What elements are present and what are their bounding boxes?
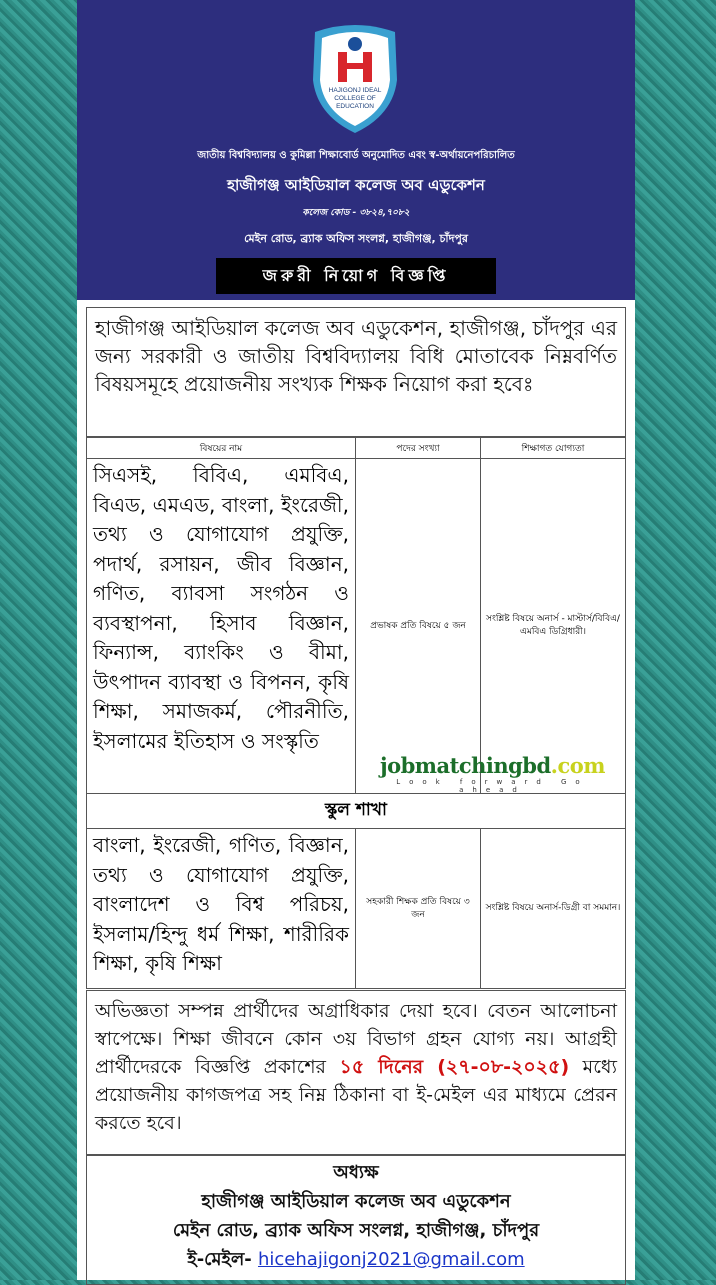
posts-cell: সহকারী শিক্ষক প্রতি বিষয়ে ৩ জন (356, 829, 481, 989)
subjects-cell: বাংলা, ইংরেজী, গণিত, বিজ্ঞান, তথ্য ও যোগাযোগ প্রযুক্তি, বাংলাদেশ ও বিশ্ব পরিচয়, ইসলাম/হিন্দু ধর্ম শিক্ষা, শারীরিক শিক্ষা, কৃষি শিক্ষা (87, 829, 356, 989)
watermark-main: jobmatchingbd (380, 753, 551, 778)
qualification-cell: সংশ্লিষ্ট বিষয়ে অনার্স-ডিগ্রী বা সমমান। (481, 829, 626, 989)
svg-text:EDUCATION: EDUCATION (336, 103, 374, 110)
email-label: ই-মেইল- (187, 1249, 258, 1270)
vacancy-table (86, 437, 626, 989)
school-section-header: স্কুল শাখা (87, 794, 626, 829)
footer-college: হাজীগঞ্জ আইডিয়াল কলেজ অব এডুকেশন (201, 1191, 511, 1212)
col-qualification: শিক্ষাগত যোগ্যতা (481, 438, 626, 459)
instructions (86, 990, 626, 1155)
col-posts: পদের সংখ্যা (356, 438, 481, 459)
svg-text:HAJIGONJ IDEAL: HAJIGONJ IDEAL (328, 87, 382, 94)
college-code: কলেজ কোড - ৩৮২৪,৭০৮২ (302, 208, 410, 218)
watermark-tagline: Look forward Go ahead (396, 778, 589, 794)
affiliation: জাতীয় বিশ্ববিদ্যালয় ও কুমিল্লা শিক্ষাবোর্ড অনুমোদিত এবং স্ব-অর্থায়নেপরিচালিত (197, 150, 515, 161)
col-subject: বিষয়ের নাম (87, 438, 356, 459)
header (77, 0, 635, 300)
instructions-part2: মধ্যে প্রয়োজনীয় কাগজপত্র সহ নিম্ন ঠিকানা বা ই-মেইল এর মাধ্যমে প্রেরন করতে হবে। (95, 1056, 617, 1134)
subjects-cell: সিএসই, বিবিএ, এমবিএ, বিএড, এমএড, বাংলা, ইংরেজী, তথ্য ও যোগাযোগ প্রযুক্তি, পদার্থ, রসায়ন, জীব বিজ্ঞান, গণিত, ব্যাবসা সংগঠন ও ব্যবস্থাপনা, হিসাব বিজ্ঞান, ফিন্যান্স, ব্যাংকিং ও বীমা, উৎপাদন ব্যাবস্থা ও বিপনন, কৃষি শিক্ষা, সমাজকর্ম, পৌরনীতি, ইসলামের ইতিহাস ও সংস্কৃতি (87, 459, 356, 794)
signatory-title: অধ্যক্ষ (333, 1162, 379, 1183)
watermark-tld: .com (550, 753, 605, 778)
deadline: ১৫ দিনের (২৭-০৮-২০২৫) (339, 1056, 570, 1078)
footer-address: মেইন রোড, ব্র্যাক অফিস সংলগ্ন, হাজীগঞ্জ, চাঁদপুর (172, 1220, 540, 1241)
notice-title: জরুরী নিয়োগ বিজ্ঞপ্তি (216, 258, 496, 294)
college-address: মেইন রোড, ব্র্যাক অফিস সংলগ্ন, হাজীগঞ্জ, চাঁদপুর (244, 232, 468, 245)
email-link[interactable]: hicehajigonj2021@gmail.com (258, 1249, 525, 1270)
qualification-cell: সংশ্লিষ্ট বিষয়ে অনার্স - মাস্টার্স/বিবিএ/এমবিএ ডিগ্রিধারী। (481, 459, 626, 794)
contact-footer (86, 1155, 626, 1285)
table-row (87, 829, 626, 989)
college-name: হাজীগঞ্জ আইডিয়াল কলেজ অব এডুকেশন (227, 176, 485, 194)
notice-card (77, 0, 635, 1280)
college-logo (305, 20, 405, 135)
posts-cell: প্রভাষক প্রতি বিষয়ে ৫ জন (356, 459, 481, 794)
instructions-part1: অভিজ্ঞতা সম্পন্ন প্রার্থীদের অগ্রাধিকার দেয়া হবে। বেতন আলোচনা স্বাপেক্ষে। শিক্ষা জীবনে কোন ৩য় বিভাগ গ্রহন যোগ্য নয়। আগ্রহী প্রার্থীদেরকে বিজ্ঞপ্তি প্রকাশের (95, 1000, 618, 1078)
intro-text: হাজীগঞ্জ আইডিয়াল কলেজ অব এডুকেশন, হাজীগঞ্জ, চাঁদপুর এর জন্য সরকারী ও জাতীয় বিশ্ববিদ্যালয় বিধি মোতাবেক নিম্নবর্ণিত বিষয়সমূহে প্রয়োজনীয় সংখ্যক শিক্ষক নিয়োগ করা হবেঃ (86, 307, 626, 437)
table-header (87, 438, 626, 459)
svg-text:COLLEGE OF: COLLEGE OF (334, 95, 376, 102)
table-row (87, 459, 626, 794)
watermark (360, 753, 625, 794)
